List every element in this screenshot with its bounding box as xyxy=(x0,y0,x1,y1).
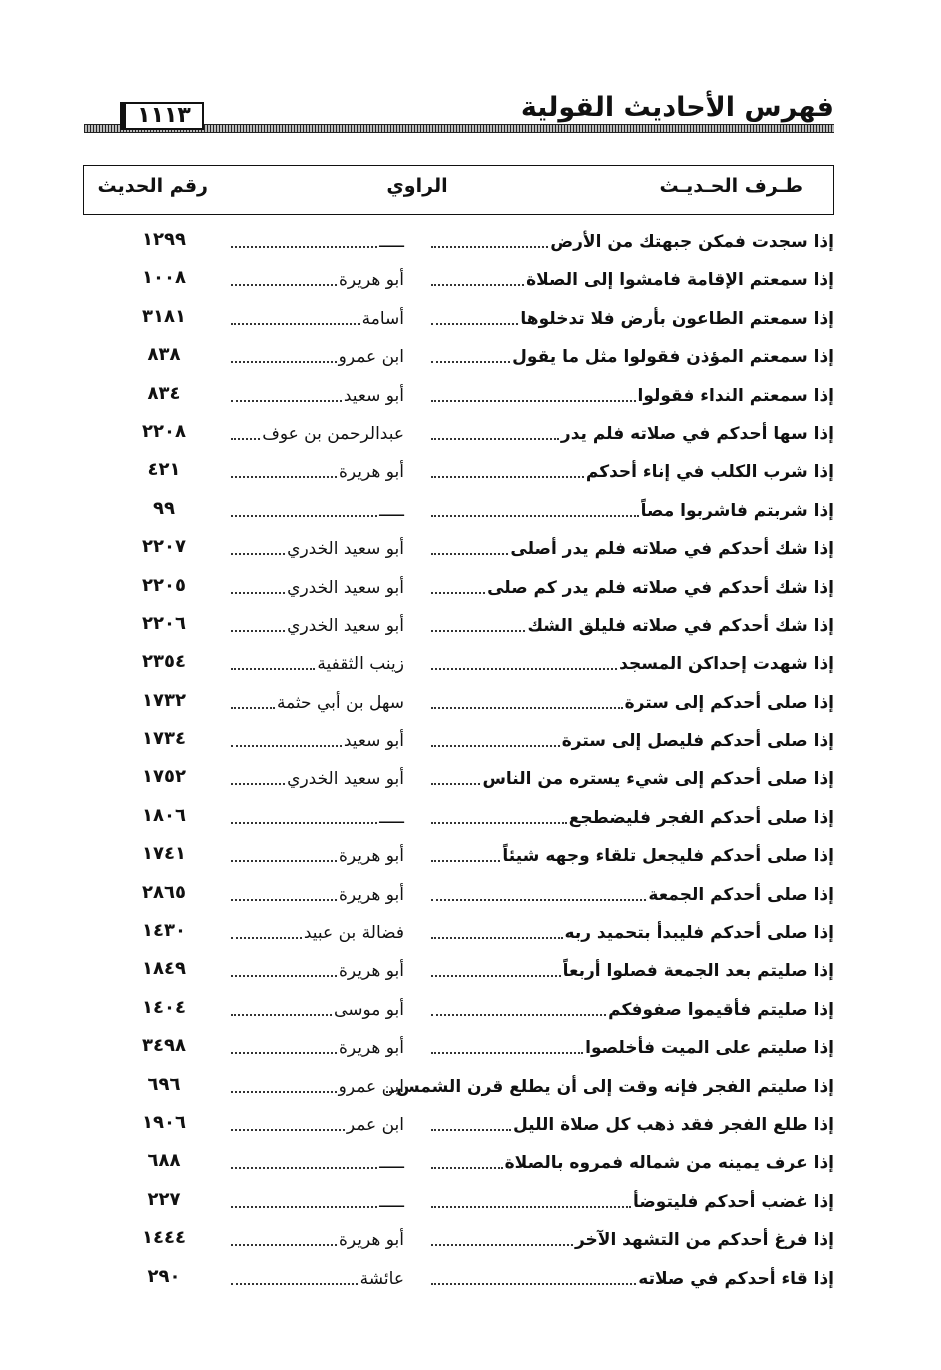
hadith-row xyxy=(84,1105,834,1143)
dot-leader xyxy=(231,783,285,785)
dot-leader xyxy=(231,361,337,363)
narrator-cell xyxy=(229,957,404,983)
narrator-cell xyxy=(229,497,404,523)
page-header xyxy=(84,92,834,136)
narrator-name: زينب الثقفية xyxy=(317,654,404,675)
narrator-cell xyxy=(229,266,404,292)
hadith-text: إذا شربتم فاشربوا مصاً xyxy=(640,500,834,521)
dot-leader xyxy=(431,400,636,402)
hadith-number: ٤٢١ xyxy=(147,459,181,481)
dot-leader xyxy=(431,630,525,632)
hadith-text: إذا سمعتم النداء فقولوا xyxy=(637,385,834,406)
hadith-number: ٢٢٠٥ xyxy=(142,574,186,596)
narrator-cell xyxy=(229,1149,404,1175)
narrator-cell xyxy=(229,1188,404,1214)
narrator-cell xyxy=(229,1111,404,1137)
narrator-cell xyxy=(229,1265,404,1291)
hadith-number: ١٤٣٠ xyxy=(142,920,186,942)
dot-leader xyxy=(231,822,377,824)
hadith-text: إذا شك أحدكم في صلاته فلم يدر أصلى xyxy=(510,539,834,560)
dot-leader xyxy=(231,630,285,632)
hadith-text: إذا سها أحدكم في صلاته فلم يدر xyxy=(560,423,834,444)
hadith-text: إذا صلى أحدكم إلى سترة xyxy=(624,692,834,713)
hadith-text-cell xyxy=(429,957,834,983)
hadith-number: ٢٨٦٥ xyxy=(142,881,186,903)
dot-leader xyxy=(431,937,563,939)
narrator-name: عبدالرحمن بن عوف xyxy=(262,423,404,444)
dot-leader xyxy=(431,1052,583,1054)
dot-leader xyxy=(431,476,584,478)
narrator-name: ـــــ xyxy=(379,1191,404,1212)
hadith-row xyxy=(84,337,834,375)
hadith-text: إذا سمعتم الإقامة فامشوا إلى الصلاة xyxy=(526,270,834,291)
hadith-text-cell xyxy=(429,996,834,1022)
narrator-name: أبو هريرة xyxy=(338,846,404,867)
hadith-text: إذا قاء أحدكم في صلاته xyxy=(638,1268,834,1289)
narrator-name: أسامة xyxy=(361,308,404,329)
hadith-row xyxy=(84,1182,834,1220)
hadith-number: ١٤٠٤ xyxy=(142,996,186,1018)
dot-leader xyxy=(231,707,275,709)
narrator-name: ابن عمرو xyxy=(338,1076,404,1097)
hadith-text-cell xyxy=(429,382,834,408)
hadith-row xyxy=(84,759,834,797)
dot-leader xyxy=(231,860,337,862)
dot-leader xyxy=(231,1014,332,1016)
hadith-index-list xyxy=(84,222,834,1297)
dot-leader xyxy=(231,592,285,594)
column-header-rawi: الراوي xyxy=(386,175,448,197)
dot-leader xyxy=(431,783,480,785)
hadith-text-cell xyxy=(429,420,834,446)
column-header-tarf: طـرف الحـديـث xyxy=(659,175,803,197)
hadith-number: ١٨٠٦ xyxy=(142,804,186,826)
hadith-row xyxy=(84,1143,834,1181)
narrator-name: أبو هريرة xyxy=(338,270,404,291)
hadith-number: ١٩٠٦ xyxy=(142,1111,186,1133)
dot-leader xyxy=(431,975,561,977)
dot-leader xyxy=(231,323,360,325)
narrator-cell xyxy=(229,1226,404,1252)
dot-leader xyxy=(431,515,639,517)
hadith-text-cell xyxy=(396,1073,834,1099)
hadith-text-cell xyxy=(429,497,834,523)
hadith-text-cell xyxy=(429,1034,834,1060)
narrator-cell xyxy=(229,420,404,446)
narrator-name: ـــــ xyxy=(379,1153,404,1174)
hadith-number: ٢٢٠٨ xyxy=(142,420,186,442)
hadith-text: إذا صليتم بعد الجمعة فصلوا أربعاً xyxy=(562,961,834,982)
dot-leader xyxy=(231,1244,337,1246)
dot-leader xyxy=(231,1167,377,1169)
hadith-text: إذا صليتم فأقيموا صفوفكم xyxy=(608,999,834,1020)
hadith-text-cell xyxy=(429,1265,834,1291)
hadith-text: إذا فرغ أحدكم من التشهد الآخر xyxy=(574,1230,834,1251)
hadith-text: إذا صليتم الفجر فإنه وقت إلى أن يطلع قرن الشمس xyxy=(396,1076,834,1097)
hadith-text: إذا شهدت إحداكن المسجد xyxy=(619,654,834,675)
hadith-text: إذا غضب أحدكم فليتوضأ xyxy=(632,1191,834,1212)
hadith-row xyxy=(84,798,834,836)
column-header xyxy=(83,165,834,215)
narrator-name: أبو هريرة xyxy=(338,884,404,905)
hadith-text-cell xyxy=(429,343,834,369)
page-number: ١١١٣ xyxy=(120,102,204,130)
dot-leader xyxy=(431,553,508,555)
narrator-name: أبو هريرة xyxy=(338,1038,404,1059)
dot-leader xyxy=(231,1283,358,1285)
hadith-text: إذا سجدت فمكن جبهتك من الأرض xyxy=(550,232,834,252)
hadith-text: إذا عرف يمينه من شماله فمروه بالصلاة xyxy=(504,1153,834,1174)
hadith-text-cell xyxy=(429,1149,834,1175)
narrator-name: ـــــ xyxy=(379,500,404,521)
hadith-text-cell xyxy=(429,1188,834,1214)
hadith-text-cell xyxy=(429,842,834,868)
dot-leader xyxy=(431,1014,606,1016)
hadith-number: ٦٩٦ xyxy=(147,1073,181,1095)
narrator-name: فضالة بن عبيد xyxy=(303,923,404,944)
hadith-number: ٩٩ xyxy=(153,497,175,519)
dot-leader xyxy=(431,707,623,709)
hadith-text: إذا صلى أحدكم إلى شيء يستره من الناس xyxy=(482,769,834,790)
page-title: فهرس الأحاديث القولية xyxy=(520,92,834,123)
dot-leader xyxy=(431,284,524,286)
hadith-number: ٨٣٤ xyxy=(147,382,181,404)
hadith-text: إذا صلى أحدكم فليجعل تلقاء وجهه شيئاً xyxy=(502,846,834,867)
narrator-name: أبو هريرة xyxy=(338,462,404,483)
hadith-text-cell xyxy=(429,305,834,331)
hadith-text-cell xyxy=(429,228,834,254)
narrator-cell xyxy=(229,804,404,830)
dot-leader xyxy=(231,1091,337,1093)
narrator-name: أبو سعيد xyxy=(343,385,404,406)
dot-leader xyxy=(231,668,315,670)
hadith-number: ١٠٠٨ xyxy=(142,267,186,289)
hadith-row xyxy=(84,875,834,913)
narrator-name: أبو سعيد xyxy=(343,731,404,752)
dot-leader xyxy=(431,1167,503,1169)
narrator-name: أبو سعيد الخدري xyxy=(287,615,404,636)
dot-leader xyxy=(431,246,548,248)
narrator-cell xyxy=(229,727,404,753)
hadith-row xyxy=(84,644,834,682)
dot-leader xyxy=(231,246,377,248)
narrator-cell xyxy=(229,343,404,369)
dot-leader xyxy=(231,745,342,747)
narrator-name: ـــــ xyxy=(379,807,404,828)
hadith-text: إذا شرب الكلب في إناء أحدكم xyxy=(585,462,834,483)
narrator-name: سهل بن أبي حثمة xyxy=(276,692,404,713)
dot-leader xyxy=(431,899,646,901)
dot-leader xyxy=(231,438,260,440)
hadith-row xyxy=(84,1028,834,1066)
column-header-raqm: رقم الحديث xyxy=(97,175,208,197)
hadith-row xyxy=(84,414,834,452)
dot-leader xyxy=(431,1129,511,1131)
hadith-text-cell xyxy=(429,727,834,753)
dot-leader xyxy=(431,438,559,440)
hadith-text: إذا شك أحدكم في صلاته فليلق الشك xyxy=(527,615,834,636)
hadith-text: إذا طلع الفجر فقد ذهب كل صلاة الليل xyxy=(512,1114,834,1135)
dot-leader xyxy=(231,1206,377,1208)
narrator-name: ابن عمر xyxy=(346,1114,404,1135)
hadith-row xyxy=(84,299,834,337)
dot-leader xyxy=(231,1129,345,1131)
hadith-text: إذا صلى أحدكم الجمعة xyxy=(648,884,834,905)
hadith-text-cell xyxy=(429,919,834,945)
narrator-name: عائشة xyxy=(359,1268,404,1289)
hadith-row xyxy=(84,836,834,874)
narrator-cell xyxy=(229,650,404,676)
hadith-number: ٢٢٠٦ xyxy=(142,612,186,634)
hadith-text: إذا صليتم على الميت فأخلصوا xyxy=(585,1038,834,1059)
hadith-text: إذا صلى أحدكم الفجر فليضطجع xyxy=(568,807,834,828)
hadith-text-cell xyxy=(429,650,834,676)
dot-leader xyxy=(231,400,342,402)
dot-leader xyxy=(431,822,567,824)
hadith-number: ١٧٣٢ xyxy=(142,689,186,711)
hadith-row xyxy=(84,491,834,529)
hadith-row xyxy=(84,721,834,759)
dot-leader xyxy=(231,1052,337,1054)
hadith-text-cell xyxy=(429,266,834,292)
hadith-number: ٢٢٧ xyxy=(147,1188,181,1210)
narrator-name: أبو سعيد الخدري xyxy=(287,769,404,790)
dot-leader xyxy=(231,553,285,555)
hadith-text-cell xyxy=(429,458,834,484)
hadith-row xyxy=(84,568,834,606)
hadith-text: إذا صلى أحدكم فليصل إلى سترة xyxy=(561,731,834,752)
dot-leader xyxy=(231,284,337,286)
dot-leader xyxy=(431,361,510,363)
narrator-name: أبو سعيد الخدري xyxy=(287,577,404,598)
hadith-number: ٦٨٨ xyxy=(147,1150,181,1172)
dot-leader xyxy=(231,975,337,977)
narrator-name: ـــــ xyxy=(379,232,404,252)
hadith-number: ١٤٤٤ xyxy=(142,1227,186,1249)
narrator-cell xyxy=(229,1034,404,1060)
hadith-row xyxy=(84,683,834,721)
hadith-row xyxy=(84,529,834,567)
dot-leader xyxy=(231,937,302,939)
hadith-number: ٢٢٠٧ xyxy=(142,536,186,558)
dot-leader xyxy=(431,668,617,670)
dot-leader xyxy=(431,323,518,325)
narrator-cell xyxy=(229,228,404,254)
hadith-number: ٢٣٥٤ xyxy=(142,651,186,673)
hadith-number: ١٧٤١ xyxy=(142,843,186,865)
narrator-cell xyxy=(229,919,404,945)
hadith-number: ١٢٩٩ xyxy=(142,229,186,250)
narrator-cell xyxy=(229,535,404,561)
dot-leader xyxy=(231,899,337,901)
hadith-text-cell xyxy=(429,1111,834,1137)
hadith-row xyxy=(84,452,834,490)
dot-leader xyxy=(231,476,337,478)
hadith-text-cell xyxy=(429,574,834,600)
dot-leader xyxy=(431,1244,573,1246)
hadith-number: ٣١٨١ xyxy=(142,305,186,327)
hadith-row xyxy=(84,260,834,298)
narrator-cell xyxy=(229,881,404,907)
hadith-number: ١٨٤٩ xyxy=(142,958,186,980)
narrator-name: أبو سعيد الخدري xyxy=(287,539,404,560)
narrator-cell xyxy=(229,458,404,484)
narrator-name: أبو هريرة xyxy=(338,961,404,982)
hadith-row xyxy=(84,990,834,1028)
narrator-cell xyxy=(229,305,404,331)
hadith-text-cell xyxy=(429,535,834,561)
dot-leader xyxy=(431,592,485,594)
hadith-row xyxy=(84,913,834,951)
narrator-cell xyxy=(229,1073,404,1099)
narrator-name: ابن عمرو xyxy=(338,347,404,368)
hadith-text-cell xyxy=(429,881,834,907)
narrator-name: أبو موسى xyxy=(334,999,404,1020)
hadith-number: ٨٣٨ xyxy=(147,344,181,366)
hadith-text: إذا سمعتم المؤذن فقولوا مثل ما يقول xyxy=(512,347,834,368)
hadith-row xyxy=(84,606,834,644)
narrator-cell xyxy=(229,842,404,868)
hadith-text-cell xyxy=(429,765,834,791)
hadith-row xyxy=(84,376,834,414)
hadith-text: إذا سمعتم الطاعون بأرض فلا تدخلوها xyxy=(520,308,834,329)
dot-leader xyxy=(431,860,500,862)
hadith-row xyxy=(84,951,834,989)
hadith-row xyxy=(84,1220,834,1258)
hadith-row xyxy=(84,1067,834,1105)
narrator-cell xyxy=(229,574,404,600)
hadith-number: ١٧٥٢ xyxy=(142,766,186,788)
narrator-name: أبو هريرة xyxy=(338,1230,404,1251)
hadith-number: ٣٤٩٨ xyxy=(142,1035,186,1057)
dot-leader xyxy=(431,1283,636,1285)
hadith-text-cell xyxy=(429,804,834,830)
narrator-cell xyxy=(229,765,404,791)
dot-leader xyxy=(431,1206,631,1208)
dot-leader xyxy=(431,745,560,747)
hadith-text-cell xyxy=(429,1226,834,1252)
narrator-cell xyxy=(229,382,404,408)
narrator-cell xyxy=(229,689,404,715)
hadith-text-cell xyxy=(429,689,834,715)
hadith-text: إذا صلى أحدكم فليبدأ بتحميد ربه xyxy=(564,923,834,944)
hadith-text: إذا شك أحدكم في صلاته فلم يدر كم صلى xyxy=(487,577,834,598)
narrator-cell xyxy=(229,996,404,1022)
hadith-number: ٢٩٠ xyxy=(147,1265,181,1287)
hadith-row xyxy=(84,1259,834,1297)
hadith-number: ١٧٣٤ xyxy=(142,728,186,750)
hadith-row xyxy=(84,222,834,260)
dot-leader xyxy=(231,515,377,517)
narrator-cell xyxy=(229,612,404,638)
hadith-text-cell xyxy=(429,612,834,638)
